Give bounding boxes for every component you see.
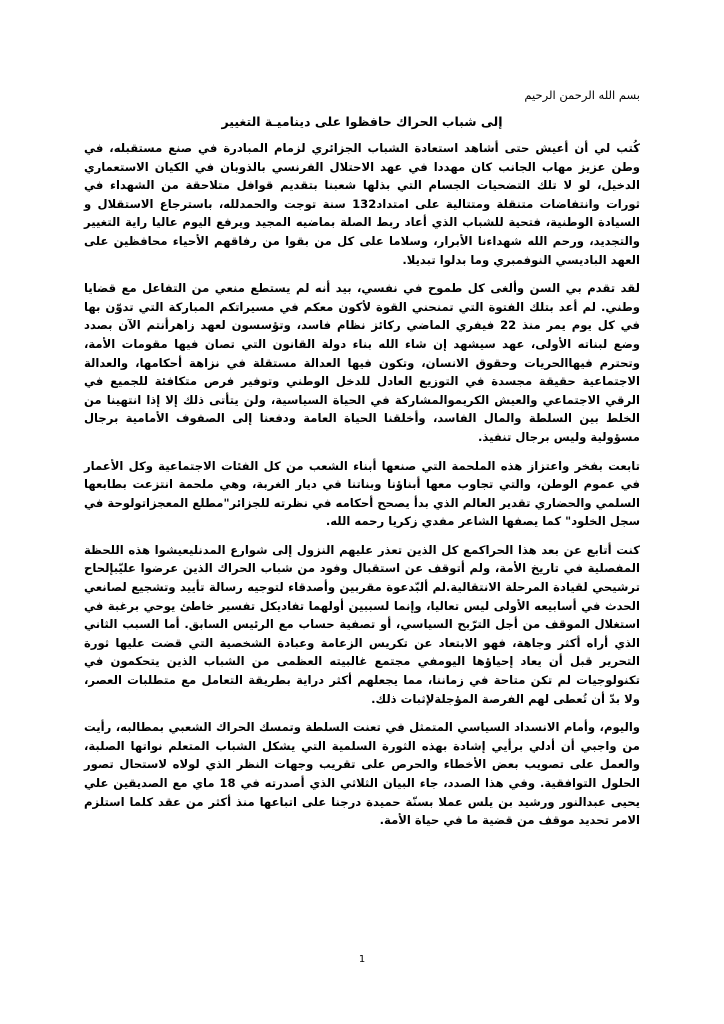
- letter-title: إلى شباب الحراك حافظوا على ديناميـة التغيير: [221, 114, 503, 129]
- letter-body: [84, 88, 640, 840]
- paragraph-1: كُتب لي أن أعيش حتى أشاهد استعادة الشباب الجزائري لزمام المبادرة في صنع مستقبله، في وطن عزيز مهاب الجانب كان مهددا في عهد الاحتلال الفرنسي بالذوبان في الكيان الاستعماري الدخيل، لو لا تلك التضحيات الجسام التي بذلها شعبنا بتقديم قوافل متلاحقة من الشهداء في ثورات وانتفاضات متنقلة ومتتالية على امتداد132 سنة توجت والحمدلله، باسترجاع الاستقلال و السيادة الوطنية، فتحية للشباب الذي أعاد ربط الصلة بماضيه المجيد ويرفع اليوم عاليا راية التغيير والتجديد، ورحم الله شهداءنا الأبرار، وسلاما على كل من بقوا من رفاقهم الأحياء محافظين على العهد الباديسي النوفمبري وما بدلوا تبديلا.: [84, 141, 641, 267]
- paragraph-2: لقد تقدم بي السن وألغى كل طموح في نفسي، بيد أنه لم يستطع منعي من التفاعل مع قضايا وطني. لم أعد بتلك الفتوة التي تمنحني القوة لأكون معكم في مسيراتكم المباركة التي تدوّن بها في كل يوم يمر منذ 22 فيفري الماضي ركائز نظام فاسد، وتؤسسون لعهد زاهرأنتم الآن بصدد وضع لبناته الأولى، عهد سيشهد إن شاء الله بناء دولة القانون التي تصان فيها مقومات الأمة، وتحترم فيهاالحريات وحقوق الانسان، وتكون فيها العدالة مستقلة في نزاهة أحكامها، والعدالة الاجتماعية حقيقة مجسدة في التوزيع العادل للدخل الوطني وتوفير فرص متكافئة للجميع في الرقي الاجتماعي والعيش الكريموالمشاركة في الحياة السياسية، ولن يتأتى ذلك إلا إذا انتهينا من الخلط بين السلطة والمال الفاسد، وأخلقنا الحياة العامة ودفعنا إلى الصفوف الأمامية برجال مسؤولية وليس برجال تنفيذ.: [84, 281, 640, 444]
- paragraph-3: تابعت بفخر واعتزاز هذه الملحمة التي صنعها أبناء الشعب من كل الفئات الاجتماعية وكل الأعمار في عموم الوطن، والتي تجاوب معها أبناؤنا وبناتنا في ديار الغربة، وهي ملحمة انتزعت بطابعها السلمي والحضاري تقدير العالم الذي بدأ يصحح أحكامه في نظرته للجزائر"مطلع المعجزاتولوحة في سجل الخلود" كما يصفها الشاعر مفدي زكريا رحمه الله.: [84, 458, 640, 529]
- basmala: بسم الله الرحمن الرحيم: [524, 88, 640, 102]
- page-number: 1: [358, 954, 366, 965]
- paragraph-4: كنت أتابع عن بعد هذا الحراكمع كل الذين تعذر عليهم النزول إلى شوارع المدنليعيشوا هذه اللحظة المفصلية في تاريخ الأمة، ولم أتوقف عن استقبال وفود من شباب الحراك الذين عرضوا عليّبإلحاح ترشيحي لقيادة المرحلة الانتقالية.لم ألبّدعوة مقربين وأصدقاء لتوجيه رسالة تأييد وتشجيع لصانعي الحدث في أسابيعه الأولى ليس تعاليا، وإنما لسببين أولهما تفاديكل تفسير خاطئ يوحي برغبة في استغلال الموقف من أجل الترّبح السياسي، أو تصفية حساب مع الرئيس السابق. أما السبب الثاني الذي أراه أكثر وجاهة، فهو الابتعاد عن تكريس الزعامة وعبادة الشخصية التي قضت عليها ثورة التحرير قبل أن يعاد إحياؤها اليومفي مجتمع غالبيته العظمى من الشباب الذين يتحكمون في تكنولوجيات لم تكن متاحة في زماننا، مما يجعلهم أكثر دراية بطريقة التعامل مع متطلبات العصر، ولا بدّ أن تُعطى لهم الفرصة المؤجلةلإثبات ذلك.: [84, 542, 640, 706]
- paragraph-5: واليوم، وأمام الانسداد السياسي المتمثل في تعنت السلطة وتمسك الحراك الشعبي بمطالبه، رأيت من واجبي أن أدلي برأيي إشادة بهذه الثورة السلمية التي يشكل الشباب المتعلم نواتها الصلبة، والعمل على تصويب بعض الأخطاء والحرص على تقريب وجهات النظر الذي لولاه لاستحال تصور الحلول التوافقية. وفي هذا الصدد، جاء البيان الثلاثي الذي أصدرته في 18 ماي مع الصديقين علي يحيى عبدالنور ورشيد بن يلس عملا بسنّة حميدة درجنا على اتباعها منذ أكثر من عقد كلما استلزم الامر تحديد موقف من قضية ما في حياة الأمة.: [84, 720, 640, 828]
